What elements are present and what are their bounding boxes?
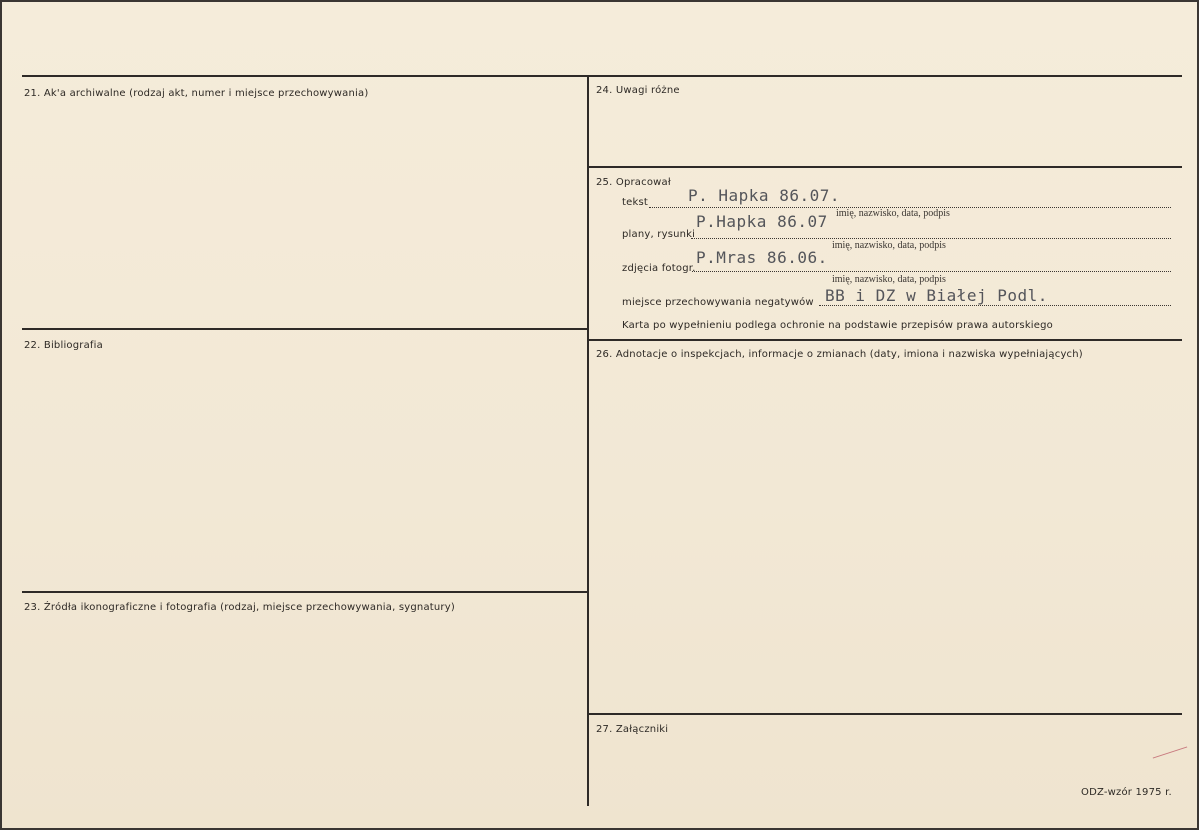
section-24-label: 24. Uwagi różne: [596, 85, 680, 96]
section-25-label: 25. Opracował: [596, 177, 671, 188]
top-rule: [22, 75, 1182, 77]
rule-22-23: [22, 591, 588, 593]
rule-24-25: [588, 166, 1182, 168]
plany-hint: imię, nazwisko, data, podpis: [832, 240, 946, 251]
zdjecia-hint: imię, nazwisko, data, podpis: [832, 274, 946, 285]
plany-label: plany, rysunki: [622, 229, 696, 240]
plany-line: [691, 238, 1171, 239]
negatywy-value: BB i DZ w Białej Podl.: [825, 286, 1048, 305]
zdjecia-line: [692, 271, 1171, 272]
pen-mark: [1153, 746, 1188, 758]
section-27-label: 27. Załączniki: [596, 724, 669, 735]
rule-25-26: [588, 339, 1182, 341]
copyright-notice: Karta po wypełnieniu podlega ochronie na podstawie przepisów prawa autorskiego: [622, 320, 1054, 331]
rule-26-27: [588, 713, 1182, 715]
tekst-label: tekst: [622, 197, 648, 208]
plany-value: P.Hapka 86.07: [696, 212, 828, 231]
section-21-label: 21. Ak'a archiwalne (rodzaj akt, numer i miejsce przechowywania): [24, 88, 369, 99]
section-23-label: 23. Źródła ikonograficzne i fotografia (rodzaj, miejsce przechowywania, sygnatury): [24, 602, 455, 613]
zdjecia-label: zdjęcia fotogr.: [622, 263, 696, 274]
zdjecia-value: P.Mras 86.06.: [696, 248, 828, 267]
tekst-hint: imię, nazwisko, data, podpis: [836, 208, 950, 219]
center-divider: [587, 75, 589, 806]
tekst-value: P. Hapka 86.07.: [688, 186, 840, 205]
section-26-label: 26. Adnotacje o inspekcjach, informacje o zmianach (daty, imiona i nazwiska wypełniających): [596, 349, 1083, 360]
negatywy-line: [819, 305, 1171, 306]
rule-21-22: [22, 328, 588, 330]
negatywy-label: miejsce przechowywania negatywów: [622, 297, 814, 308]
form-footer: ODZ-wzór 1975 r.: [1081, 787, 1172, 798]
section-22-label: 22. Bibliografia: [24, 340, 103, 351]
